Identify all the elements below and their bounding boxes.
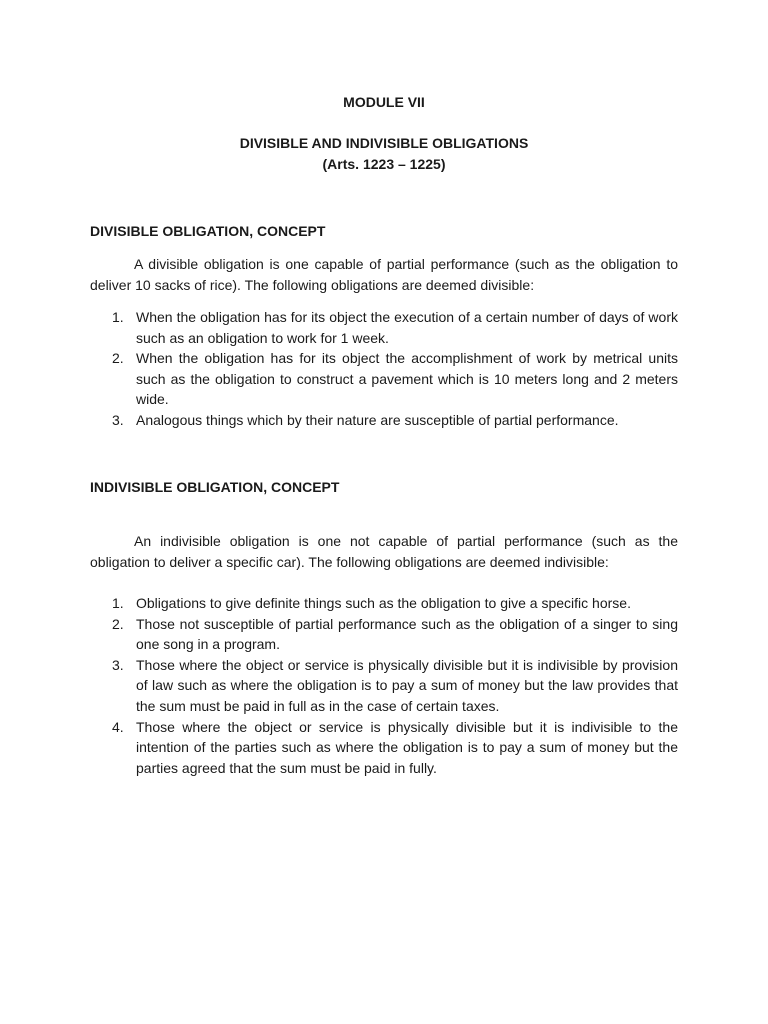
list-item-text: Analogous things which by their nature are susceptible of partial performance. — [136, 411, 619, 428]
list-item — [90, 307, 678, 348]
articles-subtitle: (Arts. 1223 – 1225) — [322, 156, 446, 172]
list-item-text: Obligations to give definite things such as the obligation to give a specific horse. — [136, 595, 631, 611]
divisible-list — [90, 307, 678, 431]
main-title: DIVISIBLE AND INDIVISIBLE OBLIGATIONS — [239, 135, 529, 151]
list-item-number: 1. — [112, 595, 124, 611]
list-item-text: Those where the object or service is physically divisible but it is indivisible by provision of law such as where the obligation is to pay a sum of money but the law provides that the sum must be paid in full as in the case of certain taxes. — [136, 656, 678, 714]
list-item-number: 2. — [112, 350, 124, 367]
list-item — [90, 410, 678, 431]
list-item-number: 3. — [112, 656, 124, 673]
list-item-text: Those where the object or service is physically divisible but it is indivisible to the intention of the parties such as where the obligation is to pay a sum of money but the parties agreed that the sum must be paid in fully. — [136, 718, 678, 776]
list-item-number: 2. — [112, 615, 124, 632]
divisible-heading: DIVISIBLE OBLIGATION, CONCEPT — [90, 223, 326, 239]
module-title: MODULE VII — [343, 94, 425, 110]
indivisible-heading: INDIVISIBLE OBLIGATION, CONCEPT — [90, 479, 340, 495]
list-item — [90, 614, 678, 655]
list-item-text: When the obligation has for its object the accomplishment of work by metrical units such as the obligation to construct a pavement which is 10 meters long and 2 meters wide. — [136, 350, 678, 408]
list-item — [90, 348, 678, 410]
divisible-intro: A divisible obligation is one capable of partial performance (such as the obligation to deliver 10 sacks of rice). The following obligations are deemed divisible: — [90, 256, 678, 293]
list-item-text: When the obligation has for its object the execution of a certain number of days of work such as an obligation to work for 1 week. — [136, 309, 678, 346]
list-item-number: 1. — [112, 309, 124, 325]
list-item-number: 3. — [112, 411, 124, 428]
list-item-text: Those not susceptible of partial performance such as the obligation of a singer to sing one song in a program. — [136, 615, 678, 653]
list-item-number: 4. — [112, 718, 124, 735]
list-item — [90, 655, 678, 717]
list-item — [90, 717, 678, 779]
indivisible-list — [90, 593, 678, 778]
list-item — [90, 593, 678, 614]
indivisible-intro: An indivisible obligation is one not capable of partial performance (such as the obligation to deliver a specific car). The following obligations are deemed indivisible: — [90, 533, 678, 570]
